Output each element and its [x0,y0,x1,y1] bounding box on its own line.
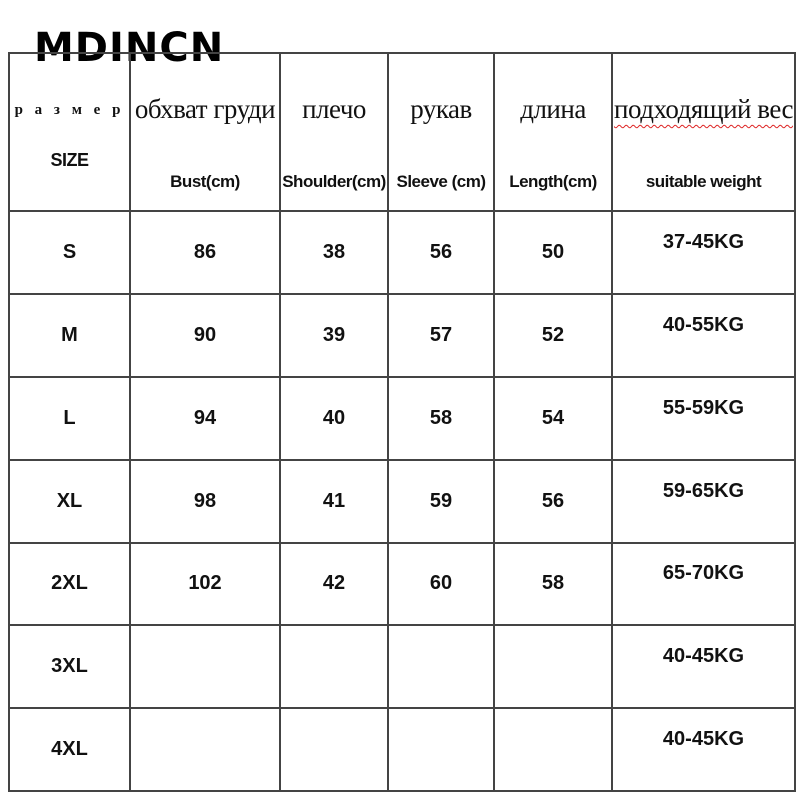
weight-value: 40-55KG [662,314,745,337]
header-shoulder-en: Shoulder(cm) [282,172,386,191]
cell-shoulder: 38 [280,211,388,294]
table-row [9,211,795,294]
table-row [9,708,795,791]
brand-logo: MDINCN [34,25,225,71]
cell-shoulder: 41 [280,460,388,543]
header-weight [612,53,795,211]
weight-value: 37-45KG [662,231,745,254]
header-length-en: Length(cm) [509,172,597,191]
cell-length [494,708,612,791]
cell-sleeve [388,708,494,791]
table-row [9,625,795,708]
cell-length: 54 [494,377,612,460]
cell-weight [612,211,795,294]
cell-length: 50 [494,211,612,294]
cell-sleeve: 60 [388,543,494,626]
header-sleeve-en: Sleeve (cm) [396,172,486,191]
cell-shoulder: 42 [280,543,388,626]
weight-value: 40-45KG [662,645,745,668]
cell-size: L [9,377,130,460]
table-row [9,377,795,460]
cell-bust: 86 [130,211,280,294]
cell-shoulder: 40 [280,377,388,460]
header-sleeve [388,53,494,211]
cell-sleeve [388,625,494,708]
weight-value: 40-45KG [662,728,745,751]
cell-shoulder [280,625,388,708]
cell-size: 4XL [9,708,130,791]
header-shoulder [280,53,388,211]
header-size [9,53,130,211]
header-bust [130,53,280,211]
cell-bust: 90 [130,294,280,377]
header-bust-ru: обхват груди [134,94,276,124]
header-size-ru: р а з м е р [14,102,125,118]
table-row [9,460,795,543]
cell-sleeve: 57 [388,294,494,377]
cell-length: 52 [494,294,612,377]
cell-bust: 102 [130,543,280,626]
cell-weight [612,543,795,626]
cell-weight [612,460,795,543]
size-chart-table [8,52,796,792]
cell-weight [612,708,795,791]
header-row [9,53,795,211]
cell-shoulder: 39 [280,294,388,377]
cell-sleeve: 59 [388,460,494,543]
header-weight-en: suitable weight [645,172,762,191]
cell-bust: 98 [130,460,280,543]
cell-length: 58 [494,543,612,626]
cell-size: 3XL [9,625,130,708]
header-sleeve-ru: рукав [410,94,472,124]
header-length-ru: длина [520,94,586,124]
table-row [9,543,795,626]
cell-size: S [9,211,130,294]
cell-weight [612,625,795,708]
header-bust-en: Bust(cm) [170,172,240,191]
cell-bust: 94 [130,377,280,460]
cell-size: M [9,294,130,377]
cell-length [494,625,612,708]
table-row [9,294,795,377]
weight-value: 59-65KG [662,479,745,502]
cell-bust [130,625,280,708]
cell-sleeve: 56 [388,211,494,294]
cell-size: 2XL [9,543,130,626]
header-length [494,53,612,211]
cell-shoulder [280,708,388,791]
cell-weight [612,294,795,377]
cell-size: XL [9,460,130,543]
cell-length: 56 [494,460,612,543]
header-shoulder-ru: плечо [302,94,366,124]
header-size-en: SIZE [50,150,89,170]
cell-sleeve: 58 [388,377,494,460]
cell-weight [612,377,795,460]
weight-value: 55-59KG [662,396,745,419]
header-weight-ru: подходящий вес [614,94,793,124]
cell-bust [130,708,280,791]
weight-value: 65-70KG [662,562,745,585]
